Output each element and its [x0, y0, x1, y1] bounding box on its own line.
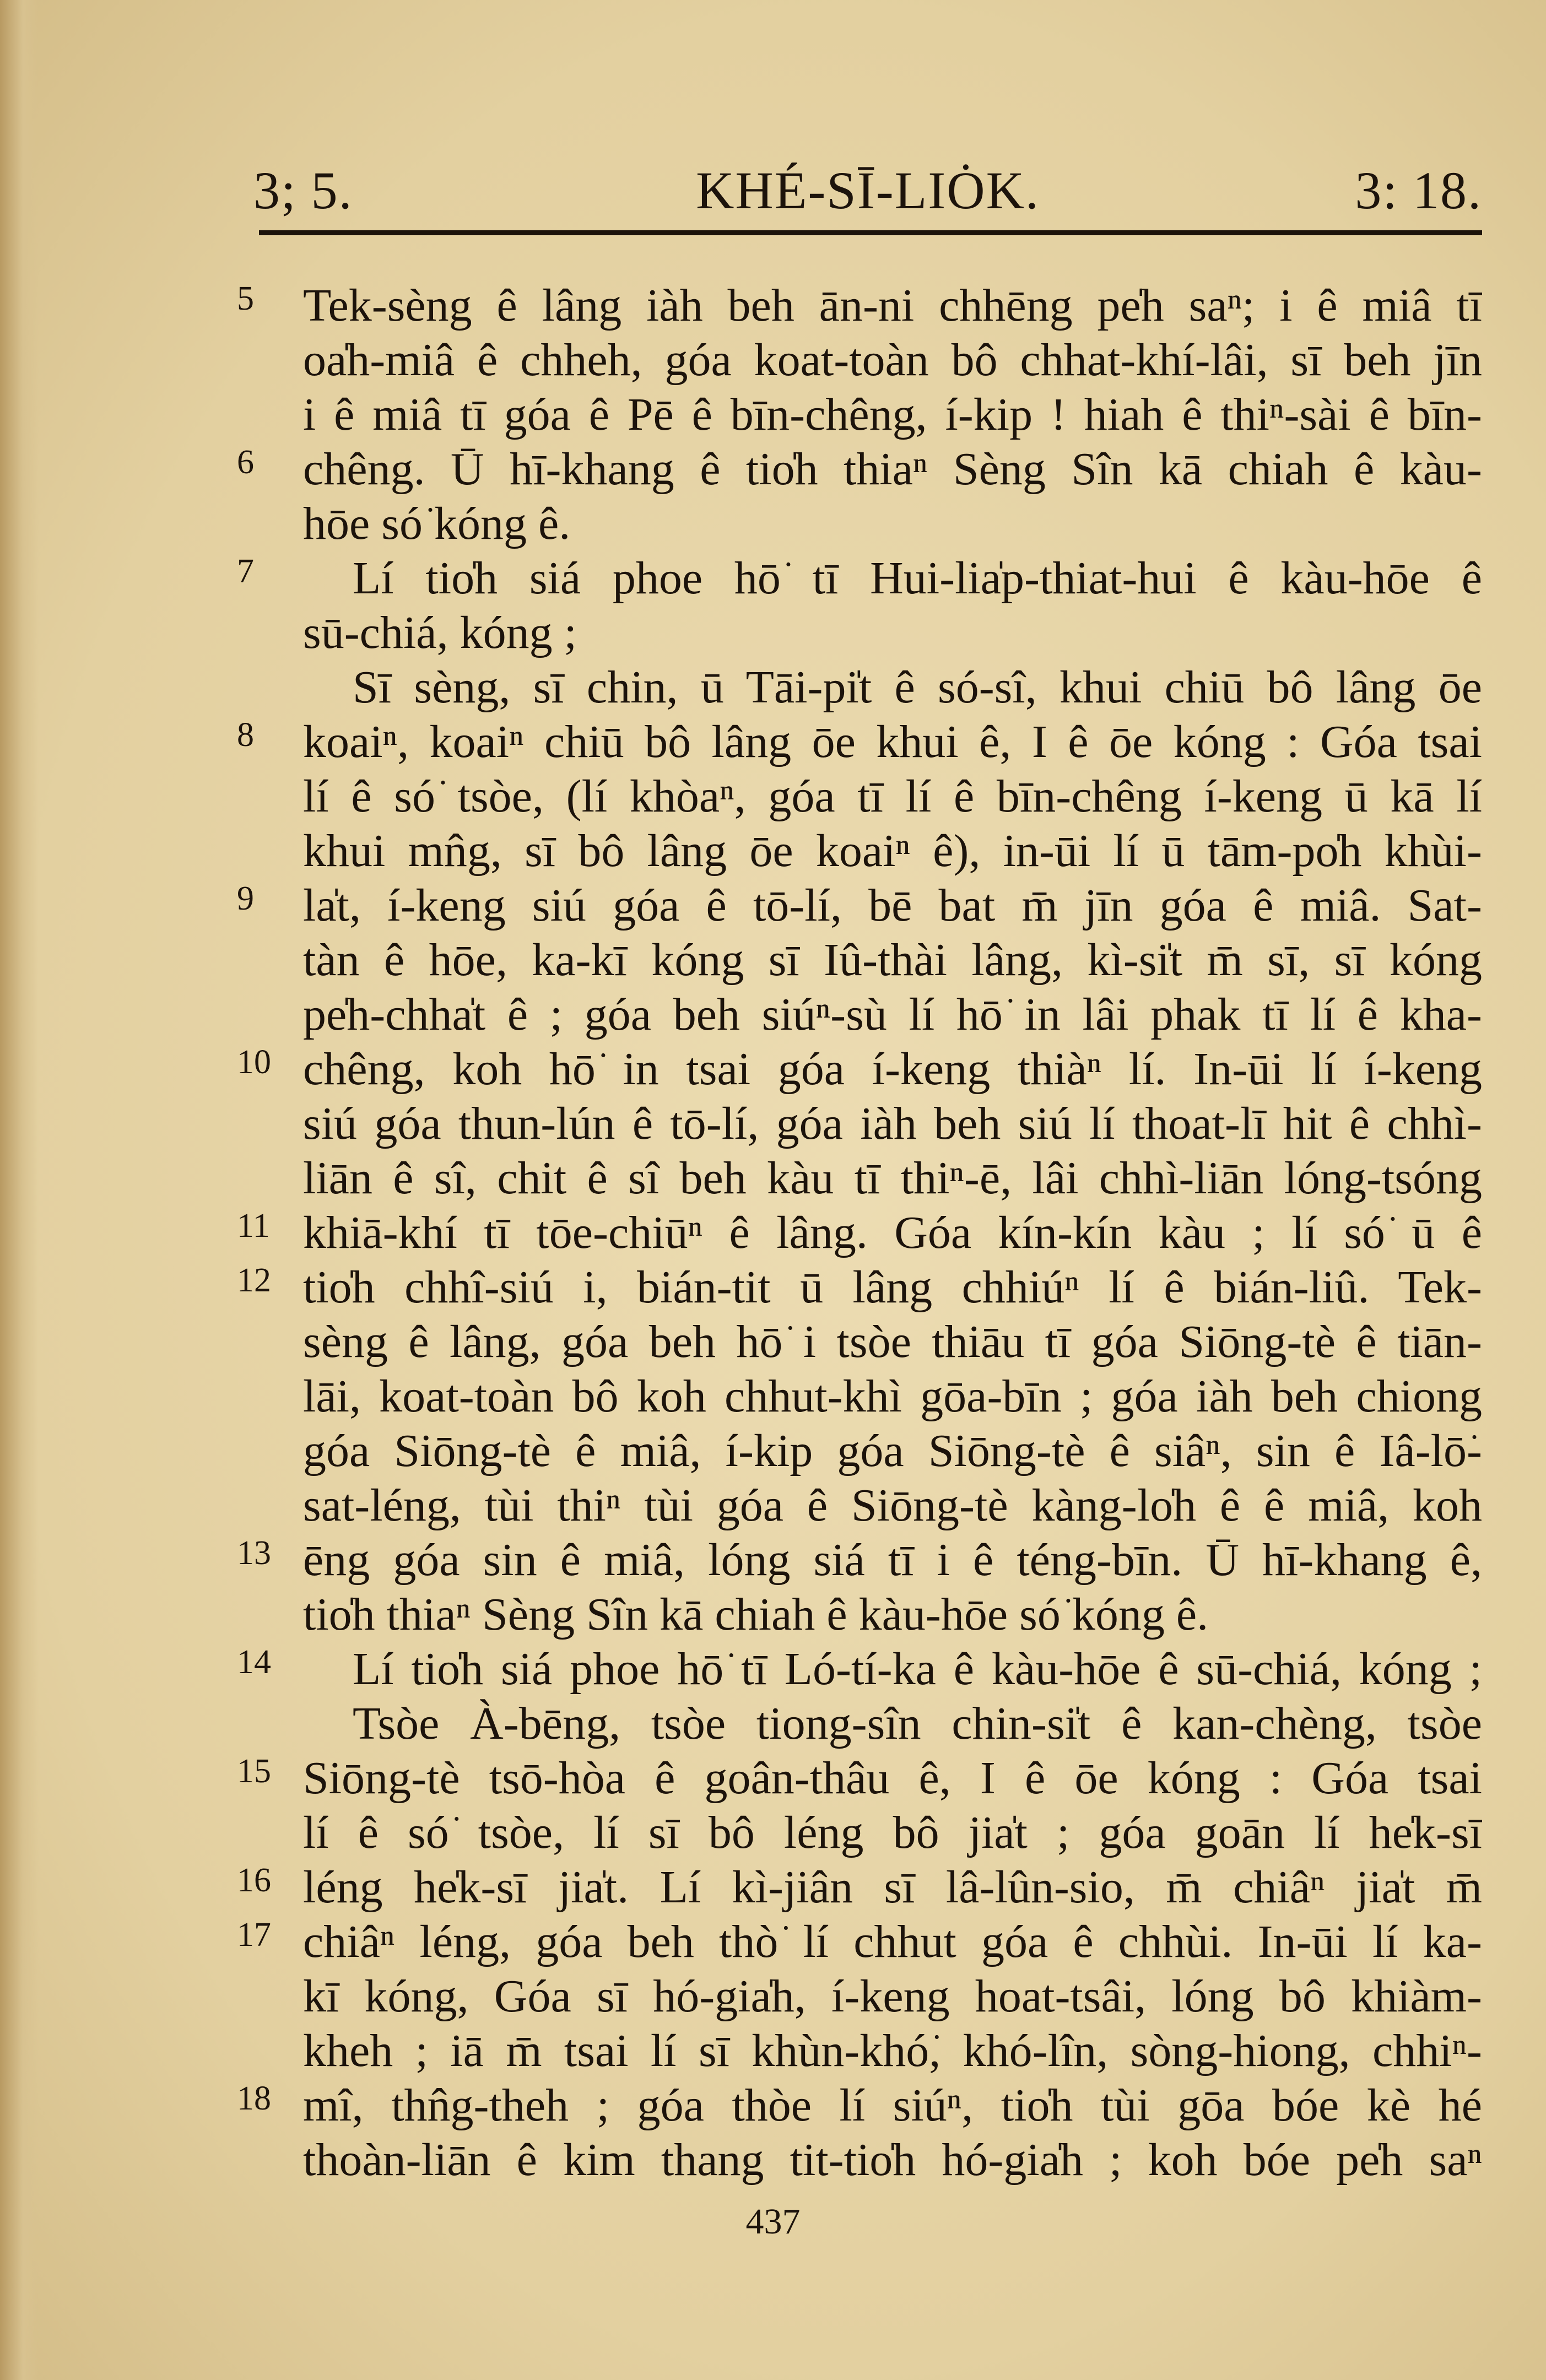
- line-text: lí ê só͘ tsòe, lí sī bô léng bô jia̍t ; góa goān lí he̍k-sī: [303, 1807, 1482, 1858]
- line-text: Tek-sèng ê lâng iàh beh ān-ni chhēng pe̍h saⁿ; i ê miâ tī: [303, 280, 1482, 331]
- line-text: mî, thn̂g-theh ; góa thòe lí siúⁿ, tio̍h tùi gōa bóe kè hé: [303, 2080, 1482, 2131]
- text-line: [303, 1151, 1482, 1205]
- header-left-reference: 3; 5.: [253, 161, 353, 220]
- line-text: Lí tio̍h siá phoe hō͘ tī Ló-tí-ka ê kàu-hōe ê sū-chiá, kóng ;: [353, 1643, 1482, 1695]
- line-text: sèng ê lâng, góa beh hō͘ i tsòe thiāu tī góa Siōng-tè ê tiān-: [303, 1316, 1482, 1367]
- text-line: [237, 1860, 1482, 1914]
- text-line: [303, 1424, 1482, 1478]
- text-line: [237, 442, 1482, 496]
- line-text: thoàn-liān ê kim thang tit-tio̍h hó-gia̍h ; koh bóe pe̍h saⁿ: [303, 2134, 1482, 2186]
- text-line: [237, 1042, 1482, 1096]
- text-line: [303, 1369, 1482, 1424]
- text-line: [303, 2133, 1482, 2187]
- line-text: siú góa thun-lún ê tō-lí, góa iàh beh siú lí thoat-lī hit ê chhì-: [303, 1098, 1482, 1149]
- line-text: sū-chiá, kóng ;: [303, 607, 577, 658]
- verse-number: 13: [237, 1534, 271, 1572]
- text-line: [237, 878, 1482, 933]
- running-header: [253, 160, 1482, 231]
- text-line: [237, 278, 1482, 333]
- text-line: [303, 1315, 1482, 1369]
- line-text: khiā-khí tī tōe-chiūⁿ ê lâng. Góa kín-kín kàu ; lí só͘ ū ê: [303, 1207, 1482, 1258]
- line-text: Sī sèng, sī chin, ū Tāi-pi̍t ê só-sî, khui chiū bô lâng ōe: [353, 662, 1482, 713]
- line-text: i ê miâ tī góa ê Pē ê bīn-chêng, í-kip ! hiah ê thiⁿ-sài ê bīn-: [303, 389, 1482, 440]
- text-line: [237, 715, 1482, 769]
- line-text: chêng. Ū hī-khang ê tio̍h thiaⁿ Sèng Sîn kā chiah ê kàu-: [303, 443, 1482, 495]
- line-text: tàn ê hōe, ka-kī kóng sī Iû-thài lâng, kì-si̍t m̄ sī, sī kóng: [303, 934, 1482, 986]
- text-line: [303, 1478, 1482, 1533]
- text-line: [237, 551, 1482, 605]
- page-binding-shadow: [0, 0, 39, 2380]
- verse-number: 17: [237, 1916, 271, 1954]
- line-text: koaiⁿ, koaiⁿ chiū bô lâng ōe khui ê, I ê ōe kóng : Góa tsai: [303, 716, 1482, 767]
- text-line: [303, 933, 1482, 987]
- line-text: sat-léng, tùi thiⁿ tùi góa ê Siōng-tè kàng-lo̍h ê ê miâ, koh: [303, 1480, 1482, 1531]
- text-line: [303, 1805, 1482, 1860]
- verse-number: 18: [237, 2080, 271, 2117]
- line-text: chiâⁿ léng, góa beh thò͘ lí chhut góa ê chhùi. In-ūi lí ka-: [303, 1916, 1482, 1967]
- line-text: lāi, koat-toàn bô koh chhut-khì gōa-bīn ; góa iàh beh chiong: [303, 1371, 1482, 1422]
- page-number: 437: [745, 2202, 801, 2242]
- line-text: lí ê só͘ tsòe, (lí khòaⁿ, góa tī lí ê bīn-chêng í-keng ū kā lí: [303, 771, 1482, 822]
- header-title: KHÉ-SĪ-LIȮK.: [696, 161, 1040, 220]
- text-line: [237, 1205, 1482, 1260]
- line-text: chêng, koh hō͘ in tsai góa í-keng thiàⁿ lí. In-ūi lí í-keng: [303, 1043, 1482, 1095]
- line-text: ēng góa sin ê miâ, lóng siá tī i ê téng-bīn. Ū hī-khang ê,: [303, 1534, 1482, 1586]
- verse-number: 16: [237, 1862, 271, 1899]
- verse-number: 14: [237, 1643, 271, 1681]
- verse-number: 7: [237, 553, 254, 590]
- text-line: [237, 2078, 1482, 2133]
- line-text: khui mn̂g, sī bô lâng ōe koaiⁿ ê), in-ūi lí ū tām-po̍h khùi-: [303, 825, 1482, 877]
- verse-number: 11: [237, 1207, 270, 1245]
- line-text: oa̍h-miâ ê chheh, góa koat-toàn bô chhat-khí-lâi, sī beh jīn: [303, 334, 1482, 386]
- line-text: tio̍h thiaⁿ Sèng Sîn kā chiah ê kàu-hōe só͘ kóng ê.: [303, 1589, 1209, 1640]
- line-text: tio̍h chhî-siú i, bián-tit ū lâng chhiúⁿ lí ê bián-liû. Tek-: [303, 1262, 1482, 1313]
- verse-number: 8: [237, 716, 254, 754]
- line-text: kheh ; iā m̄ tsai lí sī khùn-khó͘, khó-lîn, sòng-hiong, chhiⁿ-: [303, 2025, 1482, 2076]
- line-text: Lí tio̍h siá phoe hō͘ tī Hui-lia̍p-thiat-hui ê kàu-hōe ê: [353, 553, 1482, 604]
- text-line: [303, 660, 1482, 715]
- text-line: [303, 496, 1482, 551]
- text-line: [303, 824, 1482, 878]
- text-line: [303, 987, 1482, 1042]
- line-text: léng he̍k-sī jia̍t. Lí kì-jiân sī lâ-lûn-sio, m̄ chiâⁿ jia̍t m̄: [303, 1862, 1482, 1913]
- text-line: [303, 2024, 1482, 2078]
- text-line: [237, 1751, 1482, 1805]
- text-line: [303, 769, 1482, 824]
- text-line: [303, 605, 1482, 660]
- line-text: liān ê sî, chit ê sî beh kàu tī thiⁿ-ē, lâi chhì-liān lóng-tsóng: [303, 1153, 1482, 1204]
- text-line: [303, 1969, 1482, 2024]
- text-body: [237, 278, 1482, 2187]
- verse-number: 6: [237, 443, 254, 481]
- line-text: Tsòe À-bēng, tsòe tiong-sîn chin-si̍t ê kan-chèng, tsòe: [353, 1698, 1482, 1749]
- text-line: [303, 1587, 1482, 1642]
- text-line: [303, 1696, 1482, 1751]
- line-text: pe̍h-chha̍t ê ; góa beh siúⁿ-sù lí hō͘ in lâi phak tī lí ê kha-: [303, 989, 1482, 1040]
- verse-number: 9: [237, 880, 254, 917]
- header-rule: [259, 230, 1482, 235]
- line-text: kī kóng, Góa sī hó-gia̍h, í-keng hoat-tsâi, lóng bô khiàm-: [303, 1971, 1482, 2022]
- text-line: [237, 1914, 1482, 1969]
- verse-number: 15: [237, 1752, 271, 1790]
- header-right-reference: 3: 18.: [1355, 161, 1482, 220]
- text-line: [237, 1260, 1482, 1315]
- text-line: [303, 333, 1482, 387]
- verse-number: 5: [237, 280, 254, 317]
- line-text: hōe só͘ kóng ê.: [303, 498, 571, 549]
- text-line: [237, 1533, 1482, 1587]
- text-line: [237, 1642, 1482, 1696]
- line-text: la̍t, í-keng siú góa ê tō-lí, bē bat m̄ jīn góa ê miâ. Sat-: [303, 880, 1482, 931]
- verse-number: 12: [237, 1262, 271, 1299]
- line-text: góa Siōng-tè ê miâ, í-kip góa Siōng-tè ê siâⁿ, sin ê Iâ-lō͘-: [303, 1425, 1482, 1476]
- text-line: [303, 1096, 1482, 1151]
- verse-number: 10: [237, 1043, 271, 1081]
- text-line: [303, 387, 1482, 442]
- line-text: Siōng-tè tsō-hòa ê goân-thâu ê, I ê ōe kóng : Góa tsai: [303, 1752, 1482, 1804]
